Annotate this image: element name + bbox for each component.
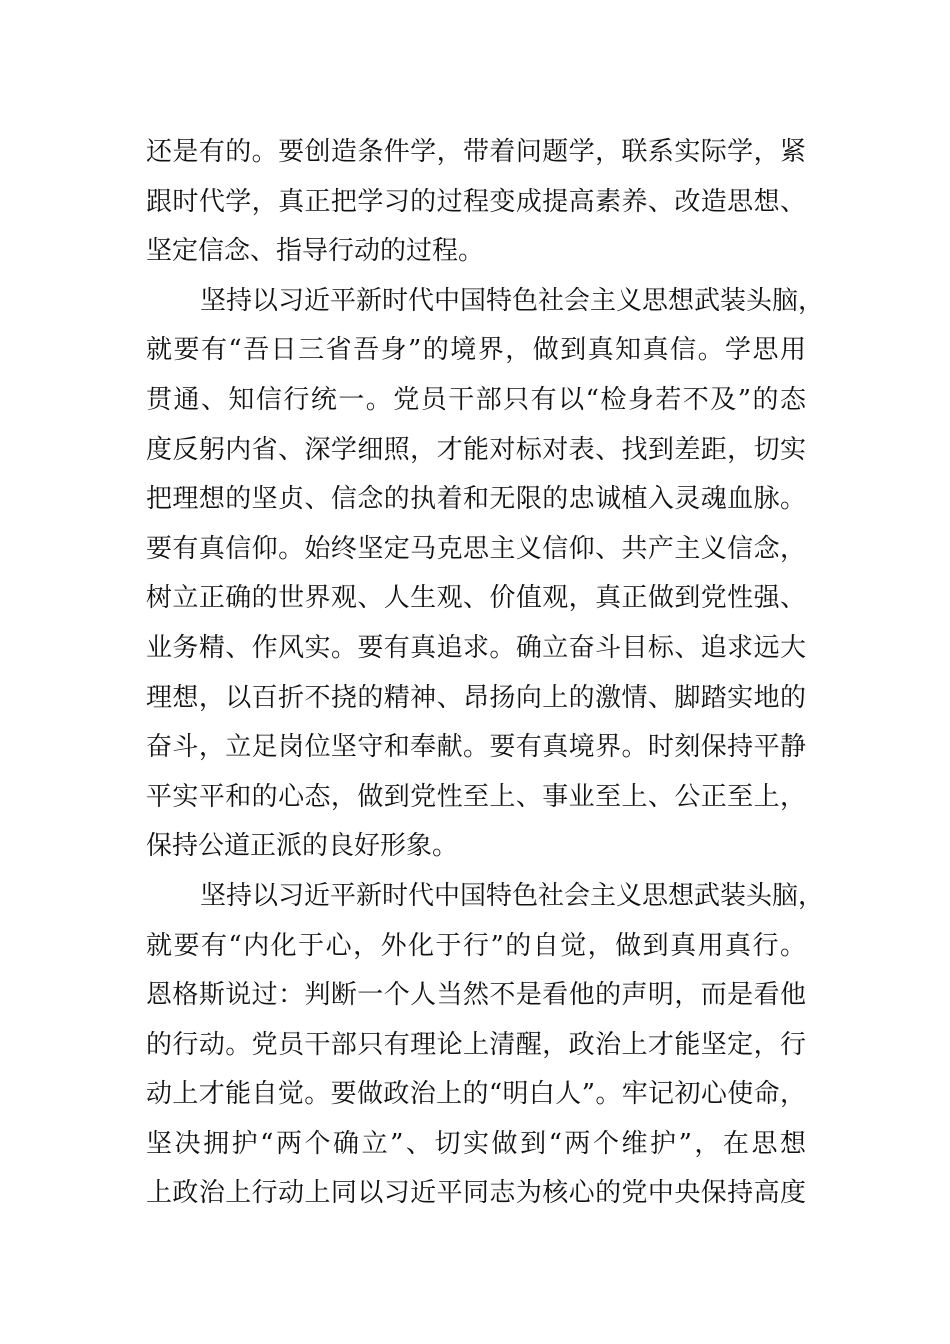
text-line: 还是有的。要创造条件学，带着问题学，联系实际学，紧	[146, 137, 806, 167]
paragraph-3	[146, 872, 825, 1219]
text-line: 理想，以百折不挠的精神、昂扬向上的激情、脚踏实地的	[146, 682, 806, 713]
text-line: 奋斗，立足岗位坚守和奉献。要有真境界。时刻保持平静	[146, 732, 806, 763]
paragraph-2	[146, 277, 825, 872]
text-line: 恩格斯说过：判断一个人当然不是看他的声明，而是看他	[146, 980, 806, 1011]
document-body	[146, 128, 825, 1219]
text-line: 树立正确的世界观、人生观、价值观，真正做到党性强、	[146, 583, 806, 614]
text-line: 要有真信仰。始终坚定马克思主义信仰、共产主义信念，	[146, 533, 806, 564]
text-line: 坚持以习近平新时代中国特色社会主义思想武装头脑，	[200, 285, 825, 316]
text-line: 保持公道正派的良好形象。	[146, 831, 459, 862]
text-line: 贯通、知信行统一。党员干部只有以“检身若不及”的态	[146, 384, 806, 415]
text-line: 坚持以习近平新时代中国特色社会主义思想武装头脑，	[200, 880, 825, 911]
text-line: 业务精、作风实。要有真追求。确立奋斗目标、追求远大	[146, 632, 806, 663]
text-line: 上政治上行动上同以习近平同志为核心的党中央保持高度	[146, 1178, 806, 1209]
text-line: 就要有“内化于心，外化于行”的自觉，做到真用真行。	[146, 930, 806, 961]
text-line: 坚定信念、指导行动的过程。	[146, 236, 485, 267]
text-line: 跟时代学，真正把学习的过程变成提高素养、改造思想、	[146, 186, 806, 217]
text-line: 把理想的坚贞、信念的执着和无限的忠诚植入灵魂血脉。	[146, 484, 806, 515]
text-line: 坚决拥护“两个确立”、切实做到“两个维护”，在思想	[146, 1128, 806, 1159]
text-line: 平实平和的心态，做到党性至上、事业至上、公正至上，	[146, 781, 806, 812]
text-line: 度反躬内省、深学细照，才能对标对表、找到差距，切实	[146, 434, 806, 465]
paragraph-1	[146, 128, 806, 277]
text-line: 的行动。党员干部只有理论上清醒，政治上才能坚定，行	[146, 1029, 806, 1060]
text-line: 就要有“吾日三省吾身”的境界，做到真知真信。学思用	[146, 335, 806, 366]
text-line: 动上才能自觉。要做政治上的“明白人”。牢记初心使命，	[146, 1079, 806, 1110]
